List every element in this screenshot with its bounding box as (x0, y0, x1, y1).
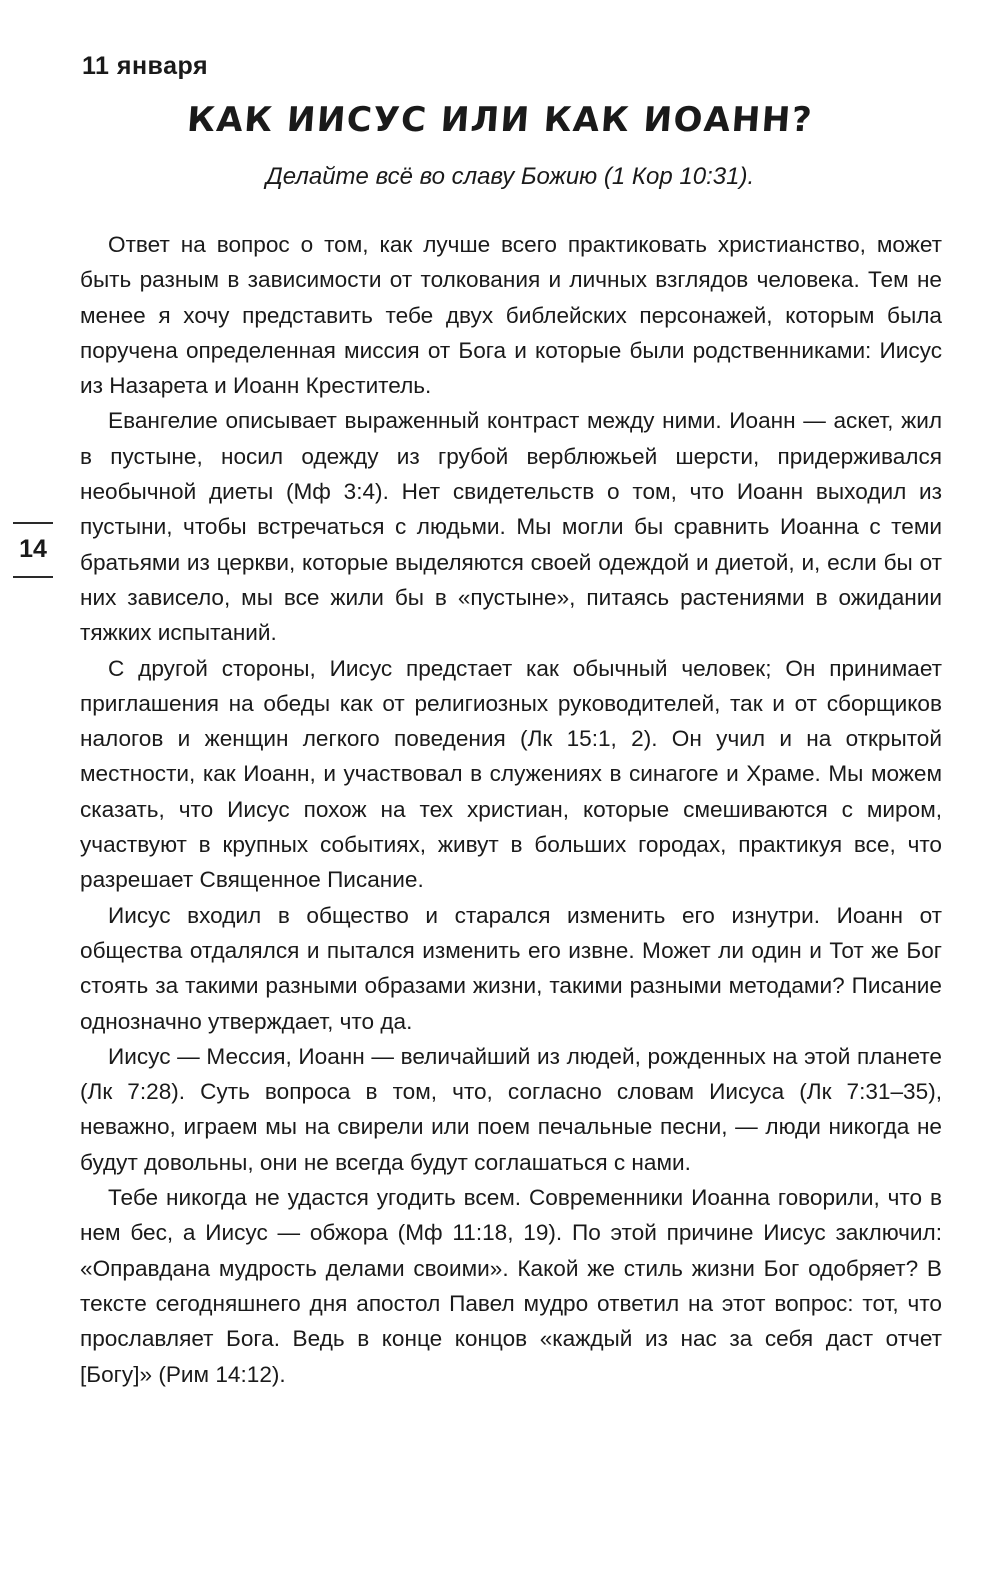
paragraph: С другой стороны, Иисус предстает как обычный человек; Он принимает приглашения на обеды как от религиозных руководителей, так и от сборщиков налогов и женщин легкого поведения (Лк 15:1, 2). Он учил и на открытой местности, как Иоанн, и участвовал в служениях в синагоге и Храме. Мы можем сказать, что Иисус похож на тех христиан, которые смешиваются с миром, участвуют в крупных событиях, живут в больших городах, практикуя все, что разрешает Священное Писание. (80, 655, 942, 893)
paragraph: Тебе никогда не удастся угодить всем. Современники Иоанна говорили, что в нем бес, а Иисус — обжора (Мф 11:18, 19). По этой причине Иисус заключил: «Оправдана мудрость делами своими». Какой же стиль жизни Бог одобряет? В тексте сегодняшнего дня апостол Павел мудро ответил на этот вопрос: тот, что прославляет Бога. Ведь в конце концов «каждый из нас за себя даст отчет [Богу]» (Рим 14:12). (80, 1185, 942, 1387)
paragraph: Ответ на вопрос о том, как лучше всего практиковать христианство, может быть разным в зависимости от толкования и личных взглядов человека. Тем не менее я хочу представить тебе двух библейских персонажей, которым была поручена определенная миссия от Бога и которые были родственниками: Иисус из Назарета и Иоанн Креститель. (80, 232, 942, 399)
page-title: КАК ИИСУС ИЛИ КАК ИОАНН? (185, 100, 815, 140)
paragraph: Иисус входил в общество и старался изменить его изнутри. Иоанн от общества отдалялся и пытался изменить его извне. Может ли один и Тот же Бог стоять за такими разными образами жизни, такими разными методами? Писание однозначно утверждает, что да. (80, 902, 942, 1034)
page-number: 14 (19, 535, 47, 563)
paragraph: Иисус — Мессия, Иоанн — величайший из людей, рожденных на этой планете (Лк 7:28). Суть вопроса в том, что, согласно словам Иисуса (Лк 7:31–35), неважно, играем мы на свирели или поем печальные песни, — люди никогда не будут довольны, они не всегда будут соглашаться с нами. (80, 1043, 942, 1175)
body-text (80, 227, 942, 1392)
paragraph: Евангелие описывает выраженный контраст между ними. Иоанн — аскет, жил в пустыне, носил одежду из грубой верблюжьей шерсти, придерживался необычной диеты (Мф 3:4). Нет свидетельств о том, что Иоанн выходил из пустыни, чтобы встречаться с людьми. Мы могли бы сравнить Иоанна с теми братьями из церкви, которые выделяются своей одеждой и диетой, и, если бы от них зависело, мы все жили бы в «пустыне», питаясь растениями в ожидании тяжких испытаний. (80, 408, 942, 646)
page-number-rule-bottom (13, 576, 53, 578)
page-date: 11 января (82, 52, 209, 80)
page-number-marker (10, 522, 56, 578)
epigraph: Делайте всё во славу Божию (1 Кор 10:31). (265, 163, 755, 190)
